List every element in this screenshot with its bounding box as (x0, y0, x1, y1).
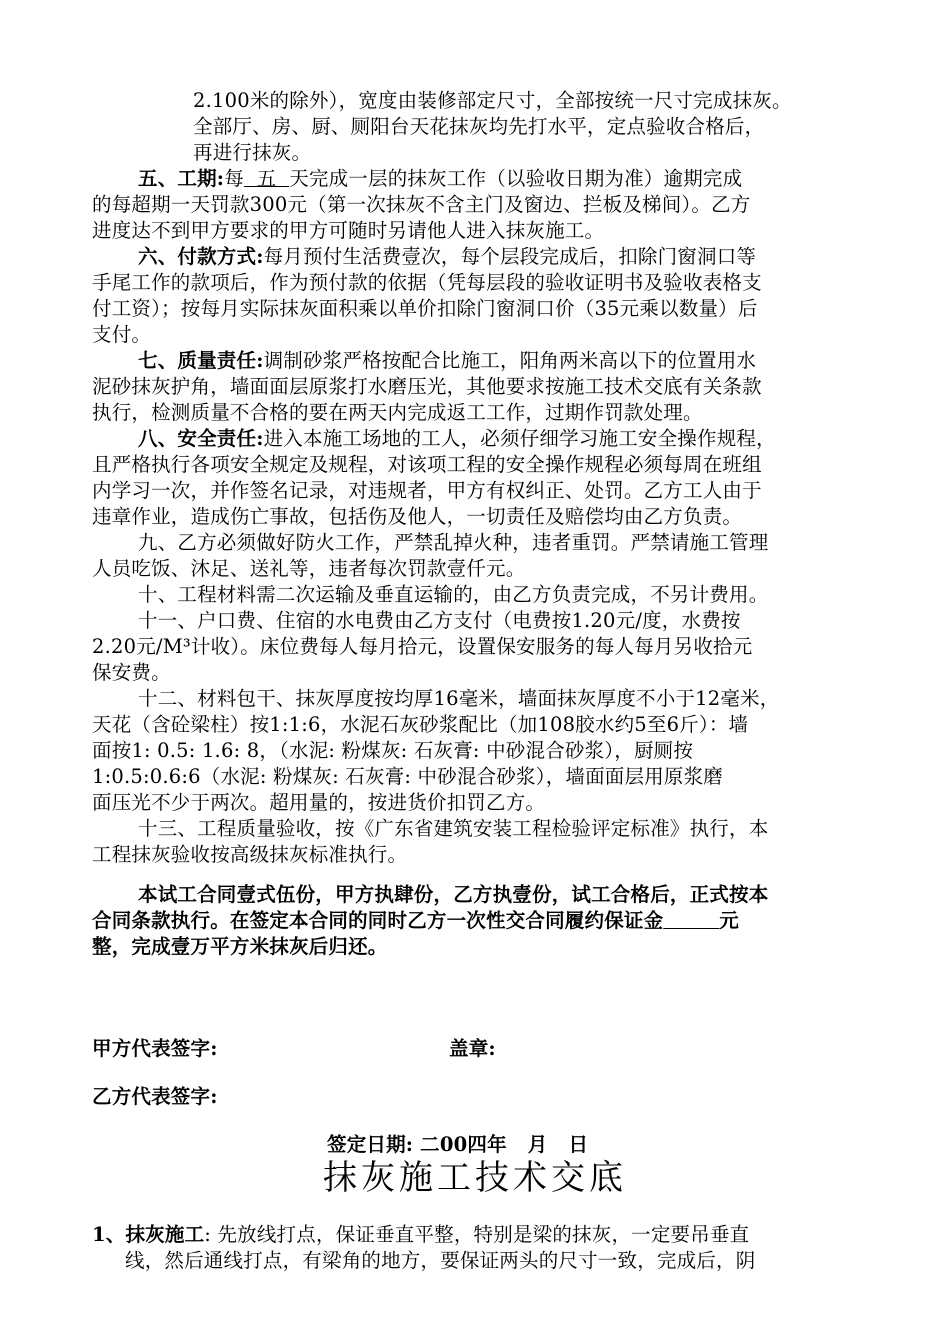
clause-9-line-1: 九、乙方必须做好防火工作，严禁乱掉火种，违者重罚。严禁请施工管理 (138, 531, 769, 554)
clause-6-line-1 (138, 244, 756, 270)
final-line-2 (92, 908, 739, 934)
clause-5-line-3: 进度达不到甲方要求的甲方可随时另请他人进入抹灰施工。 (92, 219, 605, 242)
clause-12-line-2: 天花（含砼梁柱）按1:1:6，水泥石灰砂浆配比（加108胶水约5至6斤）：墙 (92, 713, 749, 736)
deposit-blank (663, 909, 719, 932)
final-unit: 元 (719, 909, 739, 932)
clause-12-line-3: 面按1: 0.5: 1.6: 8，（水泥: 粉煤灰: 石灰膏: 中砂混合砂浆），厨厕按 (92, 739, 694, 762)
clause-11-line-1: 十一、户口费、住宿的水电费由乙方支付（电费按1.20元/度，水费按 (138, 609, 741, 632)
party-a-signature-label: 甲方代表签字: (92, 1037, 218, 1060)
item-1-line-1 (92, 1222, 749, 1248)
intro-line-2: 全部厅、房、厨、厕阳台天花抹灰均先打水平，定点验收合格后， (193, 115, 765, 138)
clause-9-line-2: 人员吃饭、沐足、送礼等，违者每次罚款壹仟元。 (92, 557, 526, 580)
clause-12-line-1: 十二、材料包干、抹灰厚度按均厚16毫米，墙面抹灰厚度不小于12毫米， (138, 687, 780, 710)
clause-8-line-3: 内学习一次，并作签名记录，对违规者，甲方有权纠正、处罚。乙方工人由于 (92, 479, 762, 502)
intro-line-3: 再进行抹灰。 (193, 141, 312, 164)
party-b-signature-label: 乙方代表签字: (92, 1085, 218, 1108)
clause-7-line-1 (138, 348, 756, 374)
clause-5-line-1 (138, 166, 742, 192)
clause-11-line-3: 保安费。 (92, 661, 171, 684)
clause-6-line-4: 支付。 (92, 323, 152, 346)
clause-5-days: 五 (243, 167, 290, 190)
section-title: 抹灰施工技术交底 (323, 1158, 627, 1198)
clause-8-heading: 八、安全责任: (138, 427, 264, 450)
clause-13-line-2: 工程抹灰验收按高级抹灰标准执行。 (92, 843, 408, 866)
item-1-text: : 先放线打点，保证垂直平整，特别是梁的抹灰，一定要吊垂直 (204, 1223, 750, 1246)
clause-5-post: 天完成一层的抹灰工作（以验收日期为准）逾期完成 (289, 167, 743, 190)
clause-6-line-3: 付工资）；按每月实际抹灰面积乘以单价扣除门窗洞口价（35元乘以数量）后 (92, 297, 758, 320)
clause-8-text: 进入本施工场地的工人，必须仔细学习施工安全操作规程， (263, 427, 776, 450)
clause-7-heading: 七、质量责任: (138, 349, 264, 372)
clause-13-line-1: 十三、工程质量验收，按《广东省建筑安装工程检验评定标准》执行，本 (138, 817, 769, 840)
clause-12-line-5: 面压光不少于两次。超用量的，按进货价扣罚乙方。 (92, 791, 546, 814)
clause-5-heading: 五、工期: (138, 167, 225, 190)
final-text: 合同条款执行。在签定本合同的同时乙方一次性交合同履约保证金 (92, 909, 664, 932)
clause-10-line-1: 十、工程材料需二次运输及垂直运输的，由乙方负责完成，不另计费用。 (138, 583, 769, 606)
clause-11-line-2: 2.20元/M³计收）。床位费每人每月拾元，设置保安服务的每人每月另收拾元 (92, 635, 753, 658)
clause-8-line-4: 违章作业，造成伤亡事故，包括伤及他人，一切责任及赔偿均由乙方负责。 (92, 505, 743, 528)
item-1-heading: 1、抹灰施工 (92, 1223, 205, 1246)
clause-5-pre: 每 (224, 167, 244, 190)
signing-date: 签定日期: 二00四年 月 日 (327, 1133, 589, 1156)
clause-8-line-2: 且严格执行各项安全规定及规程，对该项工程的安全操作规程必须每周在班组 (92, 453, 762, 476)
clause-5-line-2: 的每超期一天罚款300元（第一次抹灰不含主门及窗边、拦板及梯间）。乙方 (92, 193, 751, 216)
clause-6-line-2: 手尾工作的款项后，作为预付款的依据（凭每层段的验收证明书及验收表格支 (92, 271, 762, 294)
clause-7-line-3: 执行，检测质量不合格的要在两天内完成返工工作，过期作罚款处理。 (92, 401, 703, 424)
seal-label: 盖章: (449, 1037, 496, 1060)
intro-line-1: 2.100米的除外），宽度由装修部定尺寸，全部按统一尺寸完成抹灰。 (193, 89, 792, 112)
clause-6-heading: 六、付款方式: (138, 245, 264, 268)
clause-12-line-4: 1:0.5:0.6:6（水泥: 粉煤灰: 石灰膏: 中砂混合砂浆），墙面面层用原浆磨 (92, 765, 724, 788)
final-line-3: 整，完成壹万平方米抹灰后归还。 (92, 935, 388, 958)
clause-7-text: 调制砂浆严格按配合比施工，阳角两米高以下的位置用水 (263, 349, 757, 372)
clause-6-text: 每月预付生活费壹次，每个层段完成后，扣除门窗洞口等 (263, 245, 757, 268)
item-1-line-2: 线，然后通线打点，有梁角的地方，要保证两头的尺寸一致，完成后，阴 (125, 1249, 756, 1272)
clause-8-line-1 (138, 426, 776, 452)
final-line-1: 本试工合同壹式伍份，甲方执肆份，乙方执壹份，试工合格后，正式按本 (138, 883, 769, 906)
clause-7-line-2: 泥砂抹灰护角，墙面面层原浆打水磨压光，其他要求按施工技术交底有关条款 (92, 375, 762, 398)
